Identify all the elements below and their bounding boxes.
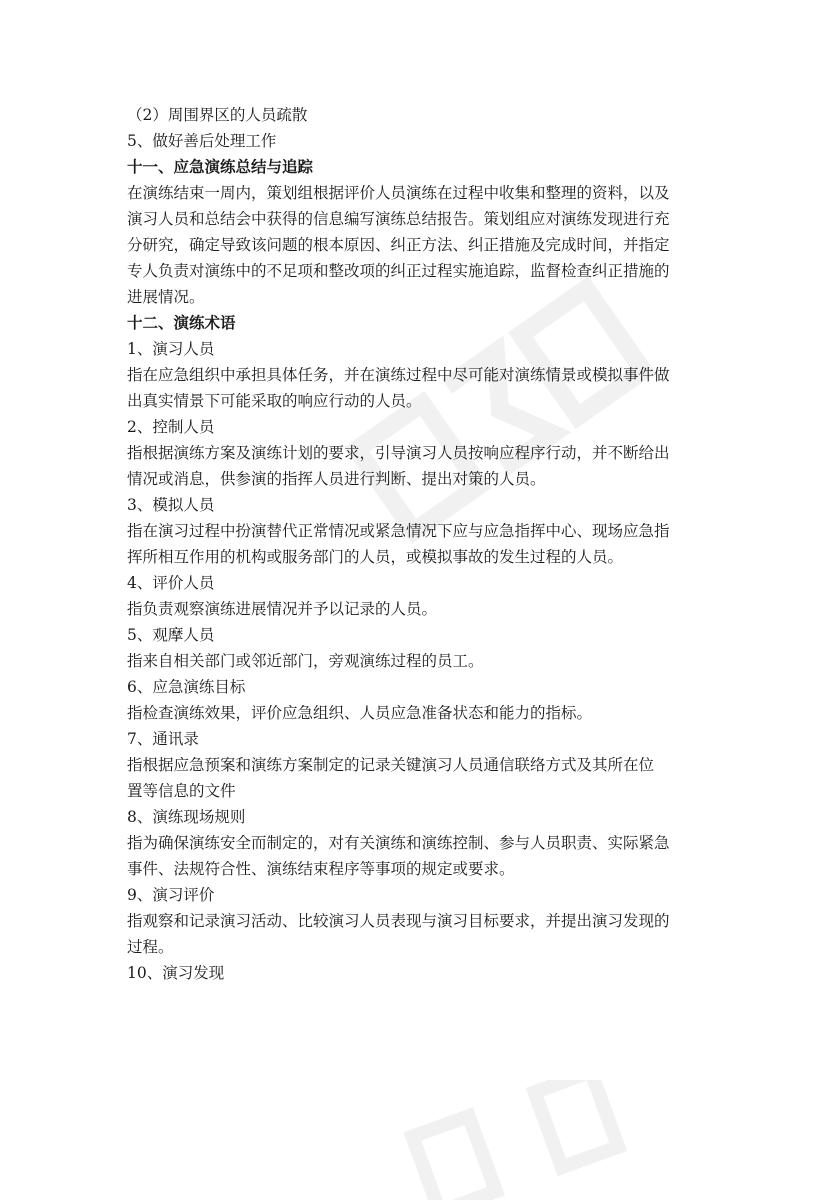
paragraph-line: 指根据应急预案和演练方案制定的记录关键演习人员通信联络方式及其所在位	[127, 756, 655, 774]
paragraph-line: 指根据演练方案及演练计划的要求，引导演习人员按响应程序行动，并不断给出	[127, 444, 670, 462]
term-title: 1、演习人员	[127, 340, 215, 358]
paragraph-line: 分研究，确定导致该问题的根本原因、纠正方法、纠正措施及完成时间，并指定	[127, 236, 670, 254]
paragraph-line: 在演练结束一周内，策划组根据评价人员演练在过程中收集和整理的资料，以及	[127, 184, 670, 202]
paragraph-line: 演习人员和总结会中获得的信息编写演练总结报告。策划组应对演练发现进行充	[127, 210, 670, 228]
term-title: 7、通讯录	[127, 730, 199, 748]
paragraph-line: 出真实情景下可能采取的响应行动的人员。	[127, 392, 422, 410]
document-body	[127, 102, 709, 986]
paragraph-line: 指来自相关部门或邻近部门，旁观演练过程的员工。	[127, 652, 484, 670]
paragraph-line: 指负责观察演练进展情况并予以记录的人员。	[127, 600, 438, 618]
paragraph-line: 过程。	[127, 938, 174, 956]
watermark-icon	[400, 1080, 640, 1200]
term-title: 3、模拟人员	[127, 496, 215, 514]
term-title: 10、演习发现	[127, 964, 225, 982]
paragraph-line: 指在演习过程中扮演替代正常情况或紧急情况下应与应急指挥中心、现场应急指	[127, 522, 670, 540]
paragraph-line: 指在应急组织中承担具体任务，并在演练过程中尽可能对演练情景或模拟事件做	[127, 366, 670, 384]
paragraph-line: 挥所相互作用的机构或服务部门的人员，或模拟事故的发生过程的人员。	[127, 548, 624, 566]
paragraph-line: 置等信息的文件	[127, 782, 236, 800]
paragraph-line: 进展情况。	[127, 288, 205, 306]
paragraph-line: 指检查演练效果，评价应急组织、人员应急准备状态和能力的指标。	[127, 704, 593, 722]
section-heading: 十二、演练术语	[127, 314, 236, 332]
text-line: 5、做好善后处理工作	[127, 132, 277, 150]
term-title: 5、观摩人员	[127, 626, 215, 644]
paragraph-line: 专人负责对演练中的不足项和整改项的纠正过程实施追踪，监督检查纠正措施的	[127, 262, 670, 280]
text-line: （2）周围界区的人员疏散	[127, 106, 308, 124]
paragraph-line: 情况或消息，供参演的指挥人员进行判断、提出对策的人员。	[127, 470, 546, 488]
paragraph-line: 事件、法规符合性、演练结束程序等事项的规定或要求。	[127, 860, 515, 878]
term-title: 4、评价人员	[127, 574, 215, 592]
paragraph-line: 指为确保演练安全而制定的，对有关演练和演练控制、参与人员职责、实际紧急	[127, 834, 670, 852]
paragraph-line: 指观察和记录演习活动、比较演习人员表现与演习目标要求，并提出演习发现的	[127, 912, 670, 930]
term-title: 9、演习评价	[127, 886, 215, 904]
term-title: 8、演练现场规则	[127, 808, 246, 826]
term-title: 2、控制人员	[127, 418, 215, 436]
term-title: 6、应急演练目标	[127, 678, 246, 696]
section-heading: 十一、应急演练总结与追踪	[127, 158, 314, 176]
